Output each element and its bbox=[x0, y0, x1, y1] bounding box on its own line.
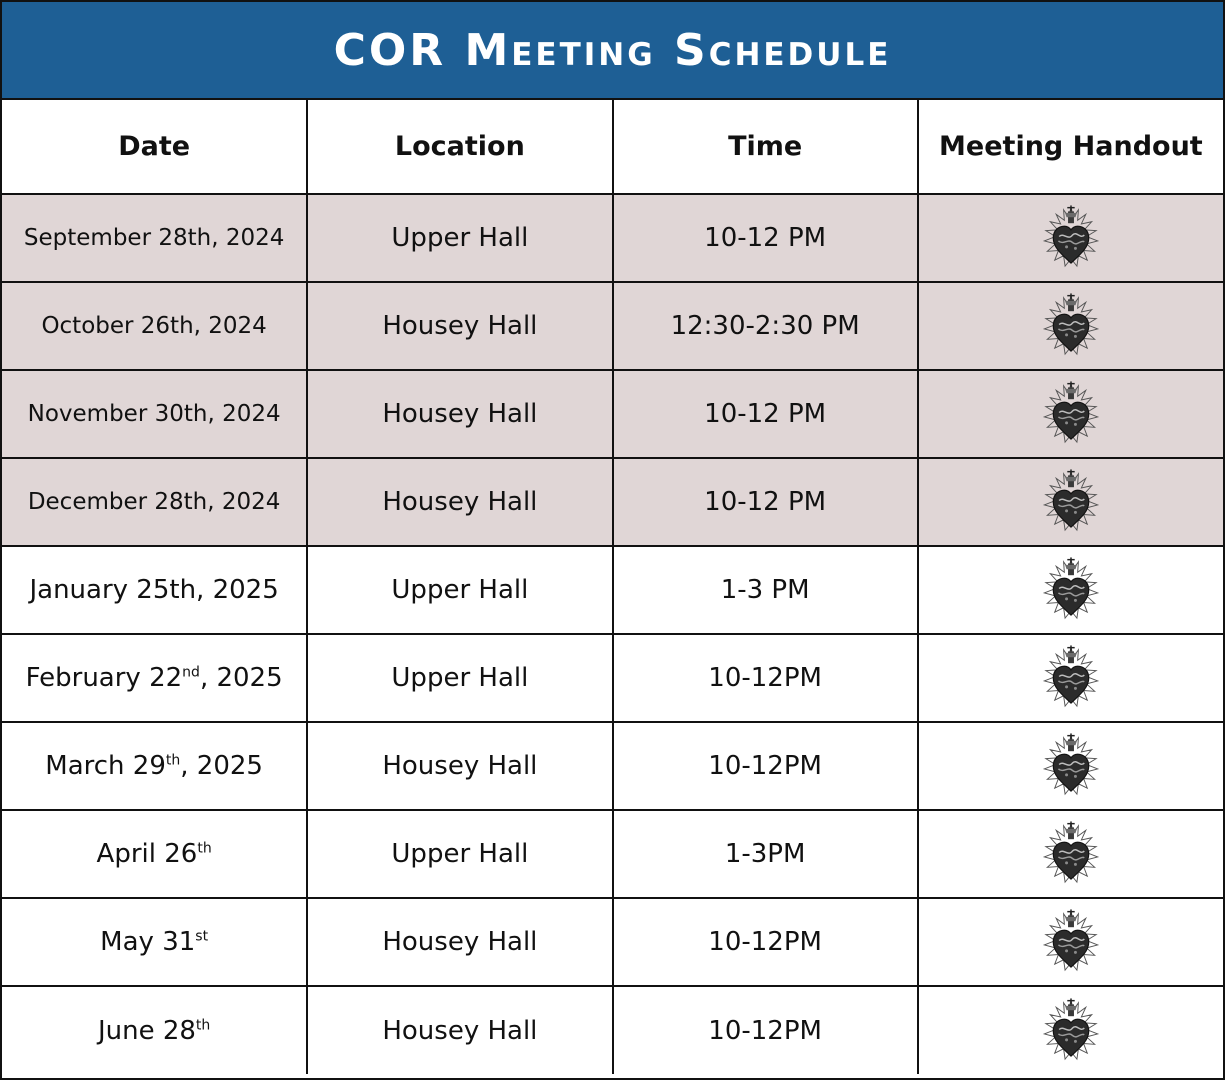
location-cell: Upper Hall bbox=[307, 810, 612, 898]
time-cell: 10-12PM bbox=[613, 986, 918, 1074]
table-row bbox=[2, 282, 1223, 370]
header-time: Time bbox=[613, 100, 918, 194]
time-cell: 12:30-2:30 PM bbox=[613, 282, 918, 370]
handout-cell[interactable] bbox=[918, 546, 1223, 634]
location-cell: Housey Hall bbox=[307, 458, 612, 546]
date-cell bbox=[2, 370, 307, 458]
sacred-heart-icon[interactable] bbox=[1034, 729, 1108, 803]
time-cell: 10-12PM bbox=[613, 722, 918, 810]
time-cell: 10-12PM bbox=[613, 634, 918, 722]
table-row bbox=[2, 722, 1223, 810]
date-cell bbox=[2, 194, 307, 282]
handout-cell[interactable] bbox=[918, 458, 1223, 546]
date-text: June 28 bbox=[97, 1015, 196, 1046]
handout-cell[interactable] bbox=[918, 986, 1223, 1074]
date-cell bbox=[2, 546, 307, 634]
date-cell bbox=[2, 986, 307, 1074]
location-cell: Housey Hall bbox=[307, 986, 612, 1074]
handout-cell[interactable] bbox=[918, 282, 1223, 370]
sacred-heart-icon[interactable] bbox=[1034, 289, 1108, 363]
page-title: COR Meeting Schedule bbox=[333, 24, 892, 76]
time-cell: 10-12PM bbox=[613, 898, 918, 986]
header-location: Location bbox=[307, 100, 612, 194]
table-row bbox=[2, 546, 1223, 634]
date-text: January 25th, 2025 bbox=[29, 575, 279, 605]
time-cell: 10-12 PM bbox=[613, 194, 918, 282]
location-cell: Housey Hall bbox=[307, 898, 612, 986]
header-row bbox=[2, 100, 1223, 194]
time-cell: 10-12 PM bbox=[613, 370, 918, 458]
date-cell bbox=[2, 634, 307, 722]
date-text: February 22 bbox=[25, 663, 183, 693]
sacred-heart-icon[interactable] bbox=[1034, 465, 1108, 539]
date-ordinal: th bbox=[197, 840, 212, 857]
date-text: November 30th, 2024 bbox=[27, 401, 281, 427]
date-cell bbox=[2, 282, 307, 370]
date-text: April 26 bbox=[96, 839, 198, 869]
date-cell bbox=[2, 810, 307, 898]
location-cell: Housey Hall bbox=[307, 722, 612, 810]
date-year: , 2025 bbox=[199, 663, 283, 693]
sacred-heart-icon[interactable] bbox=[1034, 553, 1108, 627]
handout-cell[interactable] bbox=[918, 634, 1223, 722]
schedule-body bbox=[2, 194, 1223, 1074]
table-row bbox=[2, 194, 1223, 282]
sacred-heart-icon[interactable] bbox=[1034, 641, 1108, 715]
sacred-heart-icon[interactable] bbox=[1034, 905, 1108, 979]
location-cell: Housey Hall bbox=[307, 282, 612, 370]
date-text: December 28th, 2024 bbox=[27, 489, 281, 515]
header-handout: Meeting Handout bbox=[918, 100, 1223, 194]
time-cell: 10-12 PM bbox=[613, 458, 918, 546]
sacred-heart-icon[interactable] bbox=[1034, 377, 1108, 451]
handout-cell[interactable] bbox=[918, 370, 1223, 458]
table-row bbox=[2, 634, 1223, 722]
date-year: , 2025 bbox=[180, 751, 263, 781]
location-cell: Upper Hall bbox=[307, 634, 612, 722]
date-text: October 26th, 2024 bbox=[41, 313, 267, 339]
handout-cell[interactable] bbox=[918, 898, 1223, 986]
table-row bbox=[2, 458, 1223, 546]
sacred-heart-icon[interactable] bbox=[1034, 994, 1108, 1068]
time-cell: 1-3 PM bbox=[613, 546, 918, 634]
location-cell: Upper Hall bbox=[307, 546, 612, 634]
table-row bbox=[2, 898, 1223, 986]
handout-cell[interactable] bbox=[918, 810, 1223, 898]
date-cell bbox=[2, 722, 307, 810]
sacred-heart-icon[interactable] bbox=[1034, 817, 1108, 891]
table-row bbox=[2, 810, 1223, 898]
time-cell: 1-3PM bbox=[613, 810, 918, 898]
table-row bbox=[2, 986, 1223, 1074]
handout-cell[interactable] bbox=[918, 194, 1223, 282]
header-date: Date bbox=[2, 100, 307, 194]
date-cell bbox=[2, 898, 307, 986]
sacred-heart-icon[interactable] bbox=[1034, 201, 1108, 275]
location-cell: Housey Hall bbox=[307, 370, 612, 458]
date-text: September 28th, 2024 bbox=[23, 225, 285, 251]
date-ordinal: st bbox=[195, 928, 209, 945]
date-cell bbox=[2, 458, 307, 546]
date-ordinal: nd bbox=[182, 664, 200, 681]
date-ordinal: th bbox=[195, 1016, 211, 1033]
handout-cell[interactable] bbox=[918, 722, 1223, 810]
table-row bbox=[2, 370, 1223, 458]
location-cell: Upper Hall bbox=[307, 194, 612, 282]
date-text: May 31 bbox=[100, 927, 196, 957]
title-bar bbox=[2, 2, 1223, 100]
date-ordinal: th bbox=[165, 752, 181, 769]
schedule-table bbox=[2, 100, 1223, 1074]
date-text: March 29 bbox=[45, 751, 166, 781]
